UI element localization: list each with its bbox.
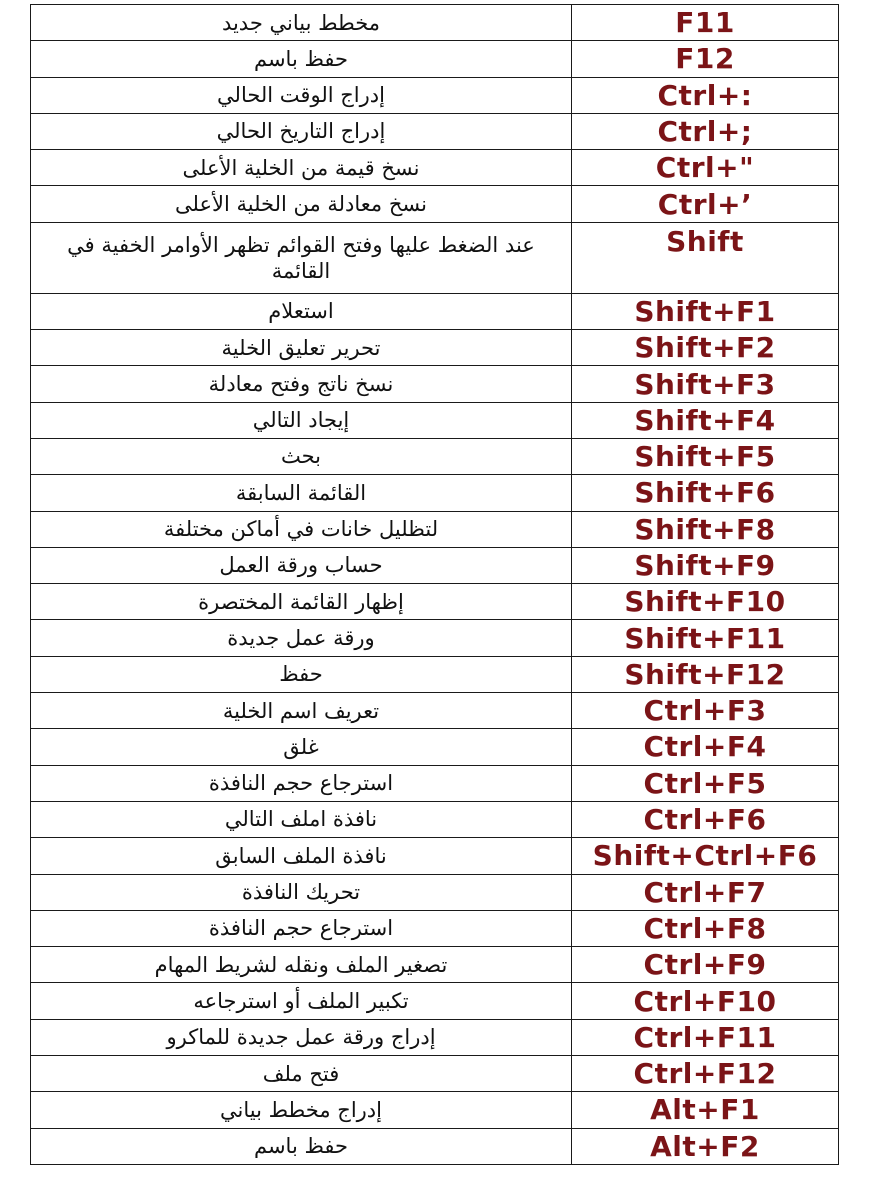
shortcut-key: Ctrl+F3 [572,693,839,729]
shortcut-key: Alt+F2 [572,1128,839,1164]
shortcut-key: Shift+F5 [572,438,839,474]
table-row [31,838,839,874]
table-row [31,475,839,511]
table-row [31,1128,839,1164]
shortcuts-table-body [31,5,839,1165]
shortcut-key: Shift+F2 [572,330,839,366]
shortcut-key: Shift+F12 [572,656,839,692]
shortcut-key: Shift+F4 [572,402,839,438]
table-row [31,765,839,801]
shortcut-description: ورقة عمل جديدة [31,620,572,656]
shortcut-description: تعريف اسم الخلية [31,693,572,729]
shortcut-description: حفظ باسم [31,41,572,77]
shortcut-key: Shift+F3 [572,366,839,402]
shortcut-description: إدراج الوقت الحالي [31,77,572,113]
shortcut-description: لتظليل خانات في أماكن مختلفة [31,511,572,547]
shortcut-description: غلق [31,729,572,765]
table-row [31,584,839,620]
table-row [31,186,839,222]
shortcut-description: نسخ ناتج وفتح معادلة [31,366,572,402]
shortcut-key: Ctrl+F10 [572,983,839,1019]
table-row [31,729,839,765]
shortcut-description: نسخ قيمة من الخلية الأعلى [31,150,572,186]
shortcut-key: Alt+F1 [572,1092,839,1128]
table-row [31,511,839,547]
table-row [31,113,839,149]
table-row [31,438,839,474]
shortcut-key: Ctrl+F12 [572,1056,839,1092]
shortcut-description: تحرير تعليق الخلية [31,330,572,366]
shortcut-key: Ctrl+F5 [572,765,839,801]
table-row [31,656,839,692]
table-row [31,1092,839,1128]
shortcut-description: نافذة الملف السابق [31,838,572,874]
shortcut-key: Ctrl+; [572,113,839,149]
shortcut-description: عند الضغط عليها وفتح القوائم تظهر الأوامر الخفية في القائمة [31,222,572,293]
shortcut-key: Shift+F11 [572,620,839,656]
shortcut-description: إدراج ورقة عمل جديدة للماكرو [31,1019,572,1055]
shortcut-description: استرجاع حجم النافذة [31,910,572,946]
table-row [31,150,839,186]
table-row [31,293,839,329]
table-row [31,910,839,946]
table-row [31,330,839,366]
shortcut-description: تحريك النافذة [31,874,572,910]
shortcut-description: مخطط بياني جديد [31,5,572,41]
shortcut-description: بحث [31,438,572,474]
shortcut-description: إدراج مخطط بياني [31,1092,572,1128]
shortcut-key: Ctrl+: [572,77,839,113]
shortcut-key: Shift+F10 [572,584,839,620]
shortcut-key: Shift+F8 [572,511,839,547]
shortcut-key: Ctrl+F4 [572,729,839,765]
shortcut-key: Shift [572,222,839,293]
table-row [31,620,839,656]
shortcut-key: Ctrl+F6 [572,801,839,837]
shortcut-key: F11 [572,5,839,41]
table-row [31,41,839,77]
table-row [31,983,839,1019]
shortcut-description: تصغير الملف ونقله لشريط المهام [31,947,572,983]
shortcut-description: تكبير الملف أو استرجاعه [31,983,572,1019]
table-row [31,1056,839,1092]
shortcut-description: استعلام [31,293,572,329]
shortcut-description: إدراج التاريخ الحالي [31,113,572,149]
shortcut-key: Ctrl+F11 [572,1019,839,1055]
shortcut-description: إظهار القائمة المختصرة [31,584,572,620]
table-row [31,1019,839,1055]
shortcut-description: حساب ورقة العمل [31,547,572,583]
shortcuts-table [30,4,839,1165]
table-row [31,547,839,583]
shortcut-description: فتح ملف [31,1056,572,1092]
table-row [31,402,839,438]
shortcut-description: حفظ [31,656,572,692]
table-row [31,222,839,293]
shortcut-description: حفظ باسم [31,1128,572,1164]
shortcut-key: Ctrl+" [572,150,839,186]
table-row [31,77,839,113]
shortcut-key: F12 [572,41,839,77]
shortcut-key: Shift+F1 [572,293,839,329]
table-row [31,801,839,837]
shortcut-description: القائمة السابقة [31,475,572,511]
shortcut-description: نسخ معادلة من الخلية الأعلى [31,186,572,222]
table-row [31,874,839,910]
shortcut-key: Ctrl+F9 [572,947,839,983]
table-row [31,5,839,41]
shortcut-description: نافذة املف التالي [31,801,572,837]
shortcut-key: Ctrl+F7 [572,874,839,910]
shortcut-key: Ctrl+F8 [572,910,839,946]
shortcut-description: إيجاد التالي [31,402,572,438]
shortcut-key: Shift+F6 [572,475,839,511]
shortcut-description: استرجاع حجم النافذة [31,765,572,801]
shortcut-key: Shift+Ctrl+F6 [572,838,839,874]
shortcut-key: Shift+F9 [572,547,839,583]
table-row [31,947,839,983]
table-row [31,366,839,402]
shortcut-key: Ctrl+’ [572,186,839,222]
shortcuts-sheet [30,4,838,1165]
table-row [31,693,839,729]
